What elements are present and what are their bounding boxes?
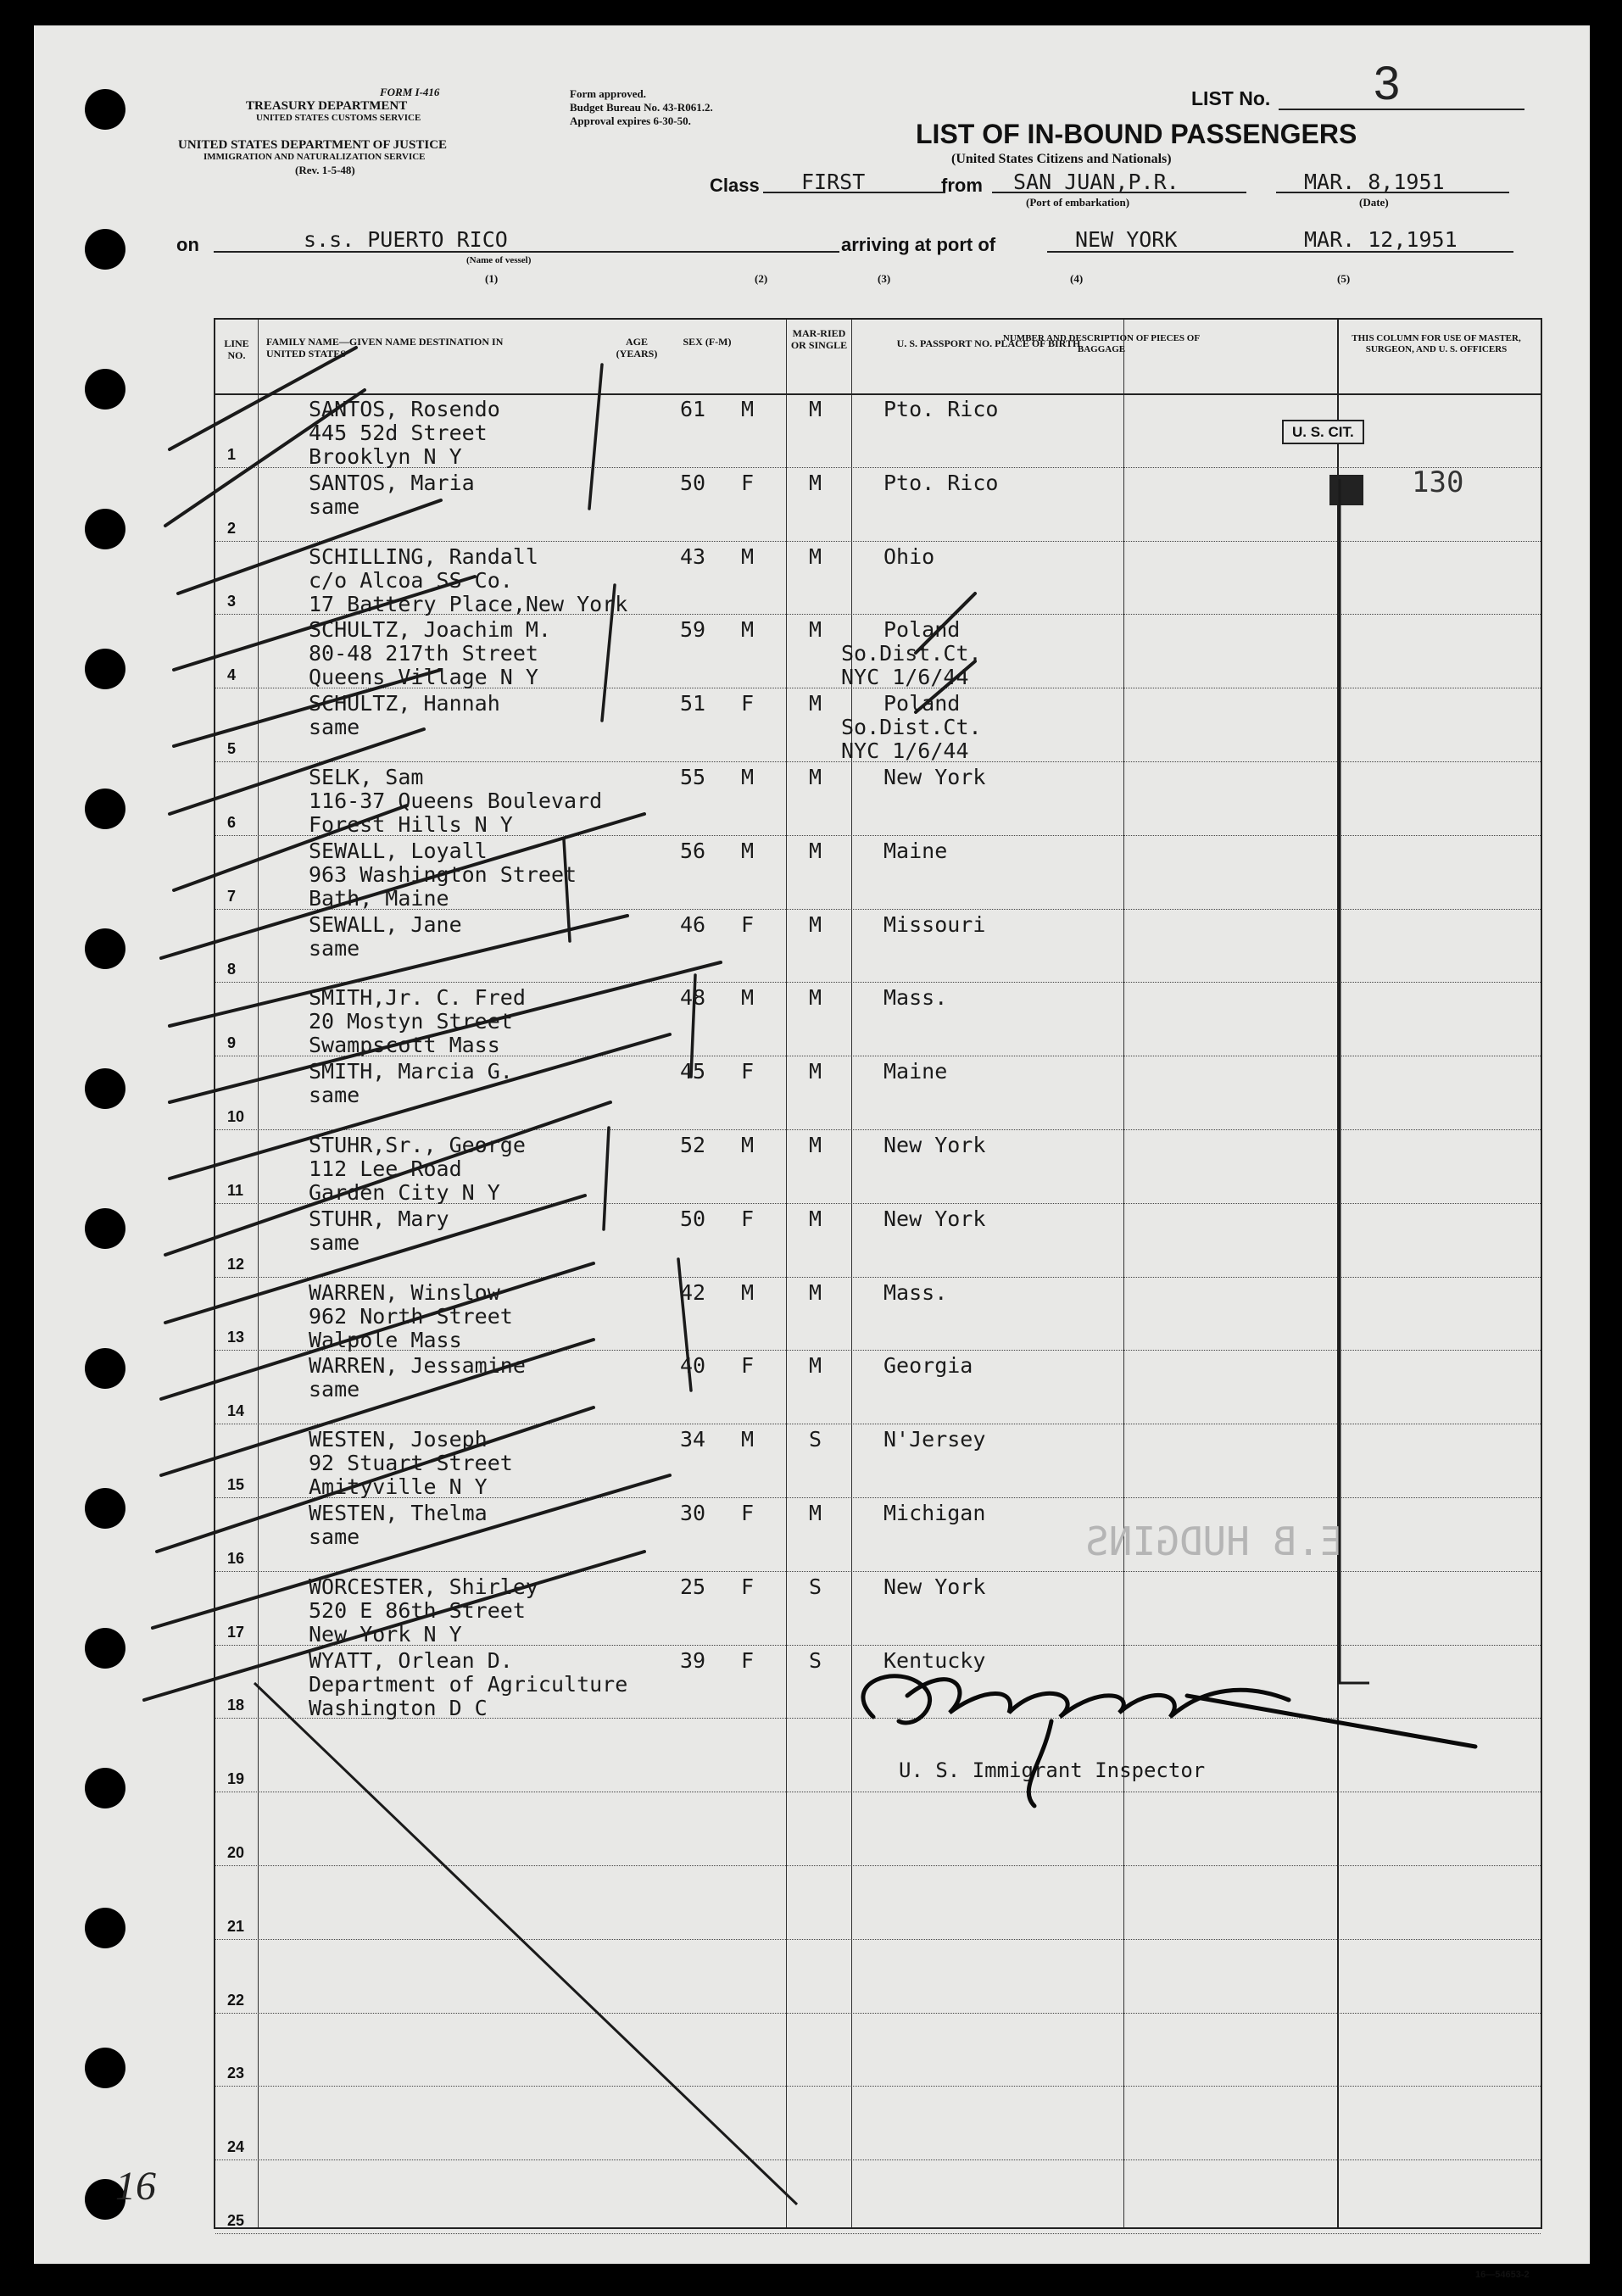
- passenger-birthplace: Pto. Rico: [883, 470, 999, 495]
- passenger-sex: M: [741, 838, 755, 863]
- passenger-age: 56: [680, 838, 706, 863]
- line-number: 23: [227, 2065, 245, 2082]
- passenger-age: 40: [680, 1353, 706, 1379]
- justice-dept: UNITED STATES DEPARTMENT OF JUSTICE: [178, 138, 448, 152]
- passenger-marital: M: [809, 397, 822, 421]
- col-officers-header: THIS COLUMN FOR USE OF MASTER, SURGEON, AND U. S. OFFICERS: [1352, 333, 1521, 354]
- passenger-name: WYATT, Orlean D.: [309, 1647, 513, 1673]
- punch-hole: [85, 2048, 125, 2088]
- passenger-address: same: [309, 1083, 360, 1108]
- row-divider: [215, 541, 1541, 542]
- line-number: 21: [227, 1917, 245, 1935]
- passenger-name: WORCESTER, Shirley: [309, 1574, 538, 1599]
- passenger-age: 55: [680, 765, 706, 789]
- passenger-age: 61: [680, 397, 706, 421]
- date-caption: (Date): [1359, 196, 1389, 209]
- col-line-header: LINE NO.: [224, 337, 249, 361]
- punch-hole: [85, 509, 125, 549]
- passenger-birthplace: New York: [883, 1206, 986, 1231]
- passenger-birthplace: Poland: [883, 691, 961, 716]
- passenger-sex: F: [741, 691, 755, 716]
- passenger-name: WESTEN, Joseph: [309, 1427, 488, 1452]
- passenger-birthplace: So.Dist.Ct.: [841, 715, 982, 740]
- col-num-2: (2): [755, 272, 768, 285]
- passenger-birthplace: Poland: [883, 617, 961, 643]
- passenger-address: Amityville N Y: [309, 1474, 488, 1500]
- passenger-marital: M: [809, 911, 822, 937]
- passenger-marital: M: [809, 470, 822, 495]
- row-divider: [215, 1865, 1541, 1866]
- vessel-caption: (Name of vessel): [466, 255, 532, 265]
- passenger-birthplace: Georgia: [883, 1353, 973, 1379]
- line-number: 6: [227, 813, 237, 831]
- passenger-birthplace: Kentucky: [883, 1647, 986, 1673]
- customs-service: UNITED STATES CUSTOMS SERVICE: [256, 113, 421, 123]
- passenger-address: same: [309, 1229, 360, 1255]
- treasury-dept: TREASURY DEPARTMENT: [246, 99, 408, 113]
- passenger-name: STUHR, Mary: [309, 1206, 449, 1231]
- col-age-header: AGE (YEARS): [616, 336, 658, 359]
- row-divider: [215, 1939, 1541, 1940]
- passenger-address: same: [309, 1377, 360, 1402]
- passenger-age: 25: [680, 1574, 706, 1599]
- depart-date: MAR. 8,1951: [1304, 170, 1445, 194]
- line-number: 1: [227, 445, 237, 463]
- punch-hole: [85, 89, 125, 130]
- row-divider: [215, 2013, 1541, 2014]
- passenger-name: SEWALL, Loyall: [309, 838, 488, 863]
- passenger-sex: F: [741, 1353, 755, 1379]
- passenger-sex: M: [741, 397, 755, 421]
- from-port: SAN JUAN,P.R.: [1013, 170, 1179, 194]
- vessel-name: s.s. PUERTO RICO: [304, 227, 508, 252]
- passenger-birthplace: Michigan: [883, 1501, 986, 1525]
- passenger-marital: M: [809, 1133, 822, 1157]
- class-value: FIRST: [801, 170, 866, 194]
- line-number: 16: [227, 1549, 245, 1567]
- on-label: on: [176, 234, 199, 255]
- passenger-age: 48: [680, 985, 706, 1011]
- line-number: 10: [227, 1108, 245, 1125]
- passenger-sex: F: [741, 1501, 755, 1525]
- passenger-age: 51: [680, 691, 706, 716]
- passenger-name: STUHR,Sr., George: [309, 1133, 526, 1157]
- arrival-date: MAR. 12,1951: [1304, 227, 1458, 252]
- passenger-address: Garden City N Y: [309, 1180, 500, 1205]
- passenger-marital: S: [809, 1427, 822, 1452]
- passenger-address: 20 Mostyn Street: [309, 1009, 513, 1034]
- passenger-age: 59: [680, 617, 706, 643]
- passenger-sex: F: [741, 1574, 755, 1599]
- punch-hole: [85, 1908, 125, 1948]
- document-sheet: [34, 25, 1590, 2280]
- passenger-marital: S: [809, 1574, 822, 1599]
- depart-date-line: [1276, 192, 1509, 193]
- passenger-address: c/o Alcoa SS Co.: [309, 567, 513, 593]
- passenger-age: 42: [680, 1279, 706, 1305]
- passenger-marital: M: [809, 691, 822, 716]
- passenger-name: SMITH, Marcia G.: [309, 1059, 513, 1084]
- punch-hole: [85, 369, 125, 410]
- col-passport-header: U. S. PASSPORT NO. PLACE OF BIRTH: [896, 337, 1081, 349]
- line-number: 3: [227, 593, 237, 610]
- passenger-name: SELK, Sam: [309, 765, 424, 789]
- passenger-sex: M: [741, 985, 755, 1011]
- row-divider: [215, 2086, 1541, 2087]
- col-name-header: FAMILY NAME—GIVEN NAME DESTINATION IN UNITED STATES: [266, 336, 504, 359]
- passenger-birthplace: Maine: [883, 1059, 948, 1084]
- passenger-name: SANTOS, Maria: [309, 470, 475, 495]
- list-no-line: [1279, 109, 1524, 110]
- punch-hole: [85, 649, 125, 689]
- passenger-name: SCHULTZ, Joachim M.: [309, 617, 551, 643]
- row-divider: [215, 982, 1541, 983]
- form-approved: Form approved.: [570, 87, 647, 100]
- passenger-address: Department of Agriculture: [309, 1671, 628, 1697]
- revision: (Rev. 1-5-48): [295, 164, 355, 176]
- passenger-birthplace: Mass.: [883, 1279, 948, 1305]
- line-number: 4: [227, 666, 237, 684]
- passenger-name: WARREN, Jessamine: [309, 1353, 526, 1379]
- col-divider: [258, 320, 259, 2227]
- passenger-address: New York N Y: [309, 1621, 462, 1647]
- passenger-sex: F: [741, 911, 755, 937]
- passenger-address: Brooklyn N Y: [309, 444, 462, 469]
- passenger-address: 963 Washington Street: [309, 861, 577, 887]
- passenger-address: 92 Stuart Street: [309, 1451, 513, 1476]
- passenger-birthplace: Maine: [883, 838, 948, 863]
- passenger-birthplace: New York: [883, 765, 986, 789]
- passenger-birthplace: NYC 1/6/44: [841, 665, 969, 690]
- passenger-name: SEWALL, Jane: [309, 911, 462, 937]
- line-number: 5: [227, 740, 237, 757]
- col-divider: [1123, 320, 1124, 2227]
- passenger-age: 50: [680, 1206, 706, 1231]
- passenger-address: 80-48 217th Street: [309, 641, 538, 666]
- col-divider: [786, 320, 787, 2227]
- arrival-port: NEW YORK: [1075, 227, 1178, 252]
- passenger-birthplace: New York: [883, 1574, 986, 1599]
- passenger-address: 445 52d Street: [309, 421, 488, 445]
- col-divider: [851, 320, 852, 2227]
- header-divider: [215, 393, 1541, 395]
- passenger-sex: M: [741, 1427, 755, 1452]
- line-number: 19: [227, 1770, 245, 1788]
- line-number: 13: [227, 1329, 245, 1346]
- vessel-line: [214, 251, 839, 253]
- ink-mark: [1329, 475, 1363, 505]
- page-subtitle: (United States Citizens and Nationals): [951, 152, 1172, 166]
- passenger-address: same: [309, 715, 360, 740]
- inspector-caption: U. S. Immigrant Inspector: [899, 1758, 1206, 1782]
- passenger-name: WESTEN, Thelma: [309, 1501, 488, 1525]
- passenger-age: 43: [680, 543, 706, 569]
- passenger-age: 39: [680, 1647, 706, 1673]
- passenger-sex: M: [741, 765, 755, 789]
- passenger-marital: S: [809, 1647, 822, 1673]
- ins-service: IMMIGRATION AND NATURALIZATION SERVICE: [203, 152, 426, 162]
- passenger-birthplace: So.Dist.Ct.: [841, 641, 982, 666]
- inspector-stamp: E.B HUDGINS: [1085, 1519, 1344, 1564]
- passenger-age: 46: [680, 911, 706, 937]
- col-num-3: (3): [878, 272, 891, 285]
- row-divider: [215, 1571, 1541, 1572]
- class-label: Class: [710, 175, 760, 196]
- punch-hole: [85, 1348, 125, 1389]
- passenger-birthplace: Ohio: [883, 543, 935, 569]
- line-number: 2: [227, 519, 237, 537]
- col-num-5: (5): [1337, 272, 1351, 285]
- line-number: 14: [227, 1402, 245, 1420]
- passenger-address: 116-37 Queens Boulevard: [309, 789, 603, 813]
- passenger-marital: M: [809, 1501, 822, 1525]
- from-label: from: [941, 175, 983, 196]
- passenger-address: Bath, Maine: [309, 885, 449, 911]
- passenger-marital: M: [809, 1206, 822, 1231]
- passenger-address: Washington D C: [309, 1695, 488, 1720]
- line-number: 12: [227, 1255, 245, 1273]
- passenger-age: 34: [680, 1427, 706, 1452]
- form-number: FORM I-416: [380, 86, 440, 98]
- row-divider: [215, 2233, 1541, 2234]
- code-130: 130: [1412, 465, 1464, 499]
- punch-hole: [85, 928, 125, 969]
- col-num-1: (1): [485, 272, 499, 285]
- passenger-birthplace: N'Jersey: [883, 1427, 986, 1452]
- passenger-sex: M: [741, 543, 755, 569]
- passenger-address: Swampscott Mass: [309, 1033, 500, 1058]
- passenger-name: SCHULTZ, Hannah: [309, 691, 500, 716]
- passenger-address: 520 E 86th Street: [309, 1597, 526, 1623]
- col-baggage-header: NUMBER AND DESCRIPTION OF PIECES OF BAGGAGE: [1002, 333, 1201, 354]
- line-number: 9: [227, 1034, 237, 1052]
- passenger-address: same: [309, 935, 360, 961]
- passenger-address: same: [309, 1524, 360, 1549]
- passenger-age: 50: [680, 470, 706, 495]
- line-number: 15: [227, 1476, 245, 1493]
- punch-hole: [85, 1488, 125, 1529]
- passenger-marital: M: [809, 765, 822, 789]
- passenger-marital: M: [809, 838, 822, 863]
- col-married-header: MAR-RIED OR SINGLE: [790, 327, 848, 351]
- us-cit-stamp: U. S. CIT.: [1282, 420, 1364, 444]
- list-no-label: LIST No.: [1191, 87, 1271, 109]
- line-number: 20: [227, 1844, 245, 1861]
- col-divider: [1337, 320, 1339, 2227]
- punch-hole: [85, 1208, 125, 1249]
- passenger-address: 17 Battery Place,New York: [309, 591, 628, 616]
- from-line: [992, 192, 1246, 193]
- passenger-sex: F: [741, 1059, 755, 1084]
- page-title: LIST OF IN-BOUND PASSENGERS: [916, 119, 1357, 149]
- punch-hole: [85, 229, 125, 270]
- passenger-name: SCHILLING, Randall: [309, 543, 538, 569]
- passenger-sex: M: [741, 1279, 755, 1305]
- budget-bureau: Budget Bureau No. 43-R061.2.: [570, 101, 713, 114]
- line-number: 25: [227, 2212, 245, 2229]
- passenger-sex: F: [741, 1647, 755, 1673]
- punch-hole: [85, 1768, 125, 1808]
- passenger-address: Queens Village N Y: [309, 665, 538, 690]
- line-number: 24: [227, 2138, 245, 2156]
- passenger-age: 45: [680, 1059, 706, 1084]
- passenger-name: SMITH,Jr. C. Fred: [309, 985, 526, 1011]
- punch-hole: [85, 1068, 125, 1109]
- passenger-birthplace: Missouri: [883, 911, 986, 937]
- form-code: 16—54653-2: [1475, 2270, 1530, 2280]
- class-line: [763, 192, 945, 193]
- list-no-value: 3: [1374, 56, 1401, 109]
- passenger-marital: M: [809, 617, 822, 643]
- col-sex-header: SEX (F-M): [683, 336, 732, 348]
- passenger-sex: M: [741, 617, 755, 643]
- passenger-marital: M: [809, 1353, 822, 1379]
- passenger-birthplace: NYC 1/6/44: [841, 738, 969, 764]
- margin-number: 16: [115, 2164, 156, 2209]
- line-number: 7: [227, 887, 237, 905]
- arriving-label: arriving at port of: [841, 234, 996, 255]
- line-number: 11: [227, 1181, 244, 1199]
- passenger-marital: M: [809, 985, 822, 1011]
- punch-hole: [85, 789, 125, 829]
- row-divider: [215, 1277, 1541, 1278]
- punch-hole: [85, 1628, 125, 1669]
- passenger-name: SANTOS, Rosendo: [309, 397, 500, 421]
- passenger-address: 112 Lee Road: [309, 1156, 462, 1181]
- passenger-marital: M: [809, 1279, 822, 1305]
- passenger-table: [214, 318, 1542, 2229]
- row-divider: [215, 1129, 1541, 1130]
- passenger-marital: M: [809, 1059, 822, 1084]
- passenger-birthplace: Pto. Rico: [883, 397, 999, 421]
- port-embark-caption: (Port of embarkation): [1026, 196, 1130, 209]
- passenger-birthplace: Mass.: [883, 985, 948, 1011]
- passenger-address: same: [309, 493, 360, 519]
- passenger-sex: F: [741, 1206, 755, 1231]
- passenger-marital: M: [809, 543, 822, 569]
- col-num-4: (4): [1070, 272, 1084, 285]
- passenger-sex: M: [741, 1133, 755, 1157]
- passenger-address: Forest Hills N Y: [309, 812, 513, 837]
- passenger-sex: F: [741, 470, 755, 495]
- passenger-name: WARREN, Winslow: [309, 1279, 500, 1305]
- passenger-age: 52: [680, 1133, 706, 1157]
- line-number: 8: [227, 961, 237, 978]
- line-number: 17: [227, 1623, 245, 1641]
- line-number: 22: [227, 1991, 245, 2009]
- line-number: 18: [227, 1697, 245, 1714]
- passenger-age: 30: [680, 1501, 706, 1525]
- passenger-address: 962 North Street: [309, 1303, 513, 1329]
- passenger-address: Walpole Mass: [309, 1327, 462, 1352]
- row-divider: [215, 2159, 1541, 2160]
- passenger-birthplace: New York: [883, 1133, 986, 1157]
- approval-expires: Approval expires 6-30-50.: [570, 114, 691, 127]
